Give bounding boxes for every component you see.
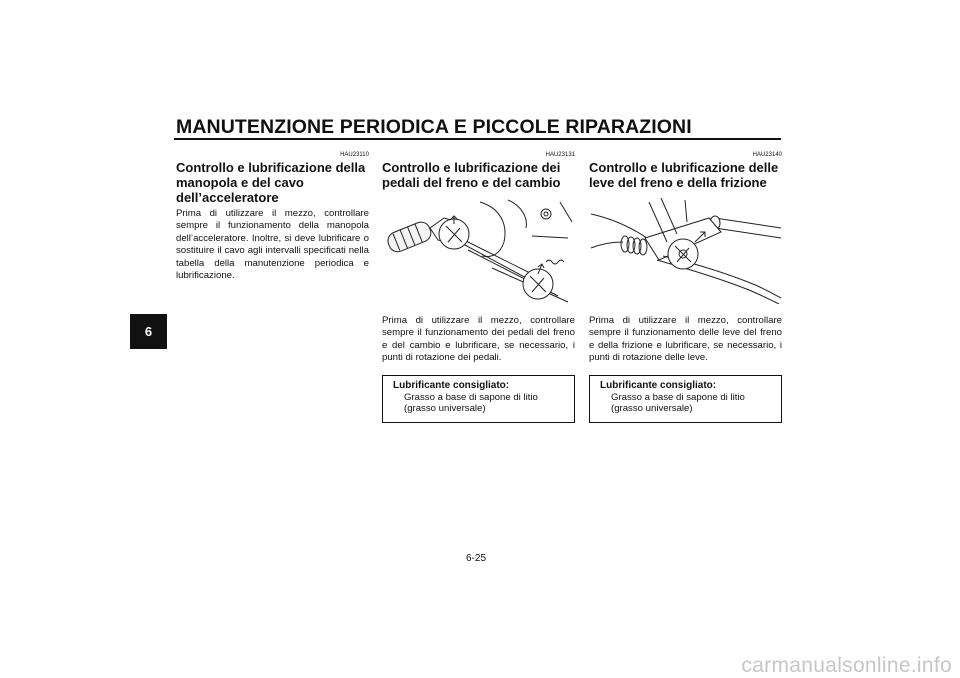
section-heading: Controllo e lubrificazione dei pedali del freno e del cambio bbox=[382, 160, 561, 190]
section-throttle bbox=[176, 151, 369, 282]
section-heading: Controllo e lubrificazione delle leve del freno e della frizione bbox=[589, 160, 779, 190]
watermark: carmanualsonline.info bbox=[741, 654, 952, 677]
title-rule bbox=[174, 138, 781, 140]
section-code: HAU23131 bbox=[545, 152, 575, 158]
section-code: HAU23110 bbox=[340, 152, 369, 158]
lubricant-label: Lubrificante consigliato: bbox=[600, 379, 717, 391]
section-levers bbox=[589, 151, 782, 423]
pedal-pivot-illustration bbox=[382, 198, 575, 304]
lubricant-value: Grasso a base di sapone di litio bbox=[611, 391, 745, 403]
section-body: Prima di utilizzare il mezzo, controllare sempre il funzionamento della manopola dell’acceleratore. Inoltre, si deve lubrificare o sostituire il cavo agli intervalli specificati nella tabella della manutenzione periodica e lubrificazione. bbox=[176, 208, 369, 282]
section-heading: Controllo e lubrificazione della manopola e del cavo dell’acceleratore bbox=[176, 160, 366, 205]
lubricant-value-detail: (grasso universale) bbox=[611, 403, 693, 415]
section-code: HAU23140 bbox=[752, 152, 782, 158]
lubricant-label: Lubrificante consigliato: bbox=[393, 379, 510, 391]
section-body: Prima di utilizzare il mezzo, controllare sempre il funzionamento dei pedali del freno e del cambio e lubrificare, se necessario, i punti di rotazione dei pedali. bbox=[382, 315, 575, 364]
lubricant-value-detail: (grasso universale) bbox=[404, 403, 486, 415]
page-number: 6-25 bbox=[466, 553, 487, 564]
chapter-tab[interactable]: 6 bbox=[130, 314, 167, 349]
lever-pivot-illustration bbox=[589, 198, 782, 304]
lubricant-note bbox=[589, 375, 782, 423]
page-title: MANUTENZIONE PERIODICA E PICCOLE RIPARAZIONI bbox=[176, 116, 692, 138]
section-pedals bbox=[382, 151, 575, 423]
lubricant-value: Grasso a base di sapone di litio bbox=[404, 391, 538, 403]
lubricant-note bbox=[382, 375, 575, 423]
section-body: Prima di utilizzare il mezzo, controllare sempre il funzionamento delle leve del freno e della frizione e lubrificare, se necessario, i punti di rotazione delle leve. bbox=[589, 315, 782, 364]
